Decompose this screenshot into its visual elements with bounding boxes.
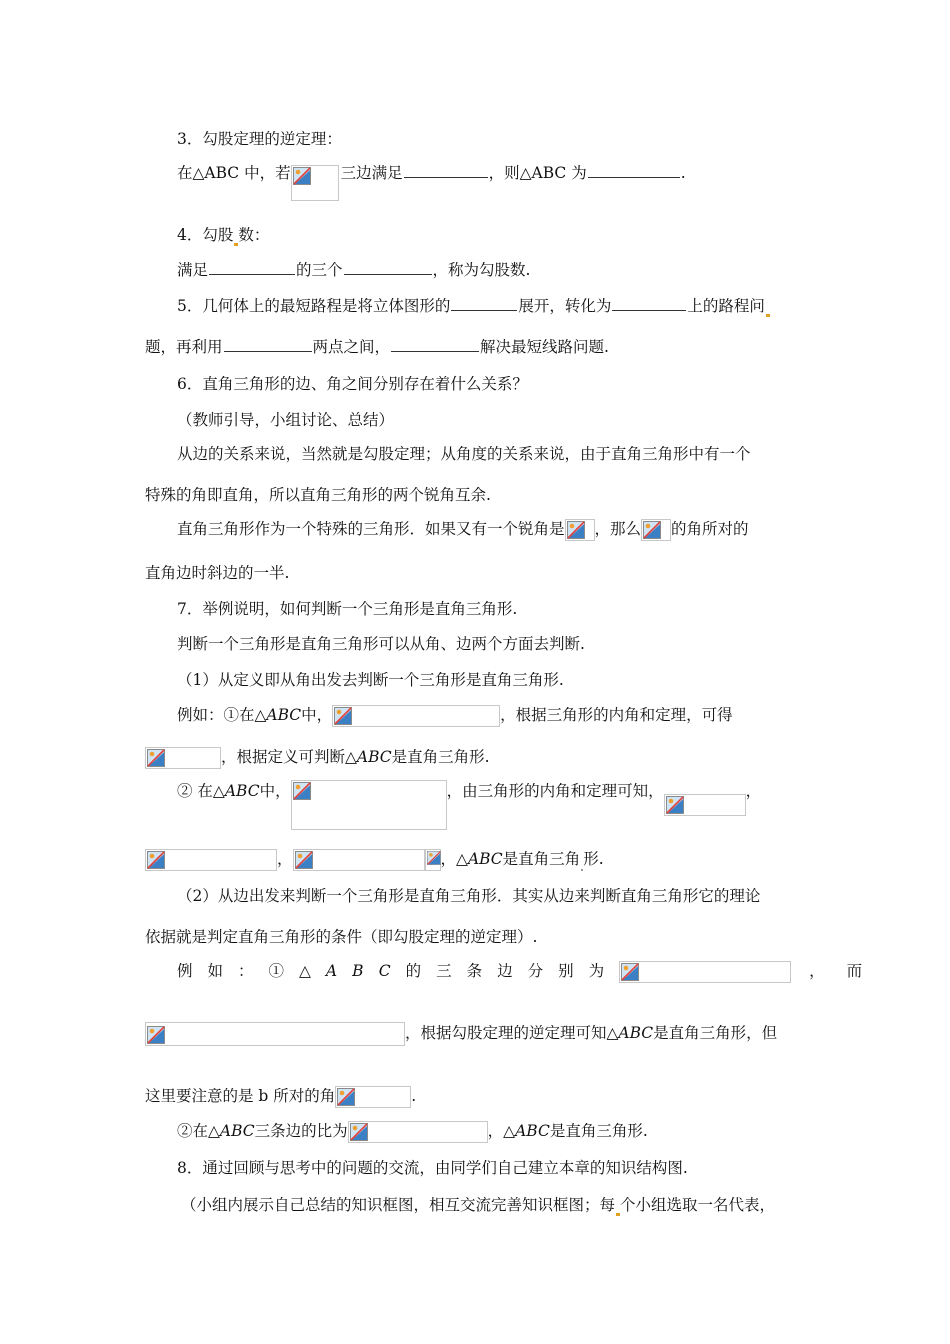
- image-placeholder-icon: [619, 961, 791, 983]
- q6-note: （教师引导，小组讨论、总结）: [177, 411, 395, 429]
- image-placeholder-icon: [664, 794, 746, 816]
- q3-line: 在△ABC 中，若 三边满足 ，则△ABC 为 .: [177, 162, 686, 201]
- image-placeholder-icon: [565, 519, 595, 541]
- q7-example3a: 例如：①△ABC的三条边分别为 ，而: [177, 960, 884, 983]
- q4-title: 4．勾股 数：: [177, 226, 270, 244]
- q8-title: 8．通过回顾与思考中的问题的交流，由同学们自己建立本章的知识结构图.: [177, 1159, 688, 1177]
- q7-example3b: ，根据勾股定理的逆定理可知△ABC是直角三角形，但: [145, 1022, 777, 1046]
- q5-line1: 5．几何体上的最短路程是将立体图形的 展开，转化为 上的路程问: [177, 295, 770, 317]
- q6-para2a: 直角三角形作为一个特殊的三角形．如果又有一个锐角是 ，那么 的角所对的: [177, 518, 749, 541]
- q7-example4: ②在△ABC三条边的比为 ，△ABC是直角三角形.: [177, 1120, 648, 1143]
- image-placeholder-icon: [332, 705, 500, 727]
- image-placeholder-icon: [145, 747, 221, 769]
- q6-para1a: 从边的关系来说，当然就是勾股定理；从角度的关系来说，由于直角三角形中有一个: [177, 445, 751, 463]
- q7-example1a: 例如：①在△ABC中， ，根据三角形的内角和定理，可得: [177, 704, 733, 727]
- q7-example2a: ② 在△ABC中， ，由三角形的内角和定理可知， ，: [177, 780, 761, 830]
- q7-title: 7．举例说明，如何判断一个三角形是直角三角形.: [177, 600, 518, 618]
- image-placeholder-icon: [641, 519, 671, 541]
- image-placeholder-icon: [145, 849, 277, 871]
- image-placeholder-icon: [293, 849, 425, 871]
- q6-para1b: 特殊的角即直角，所以直角三角形的两个锐角互余.: [145, 486, 491, 504]
- q6-para2b: 直角边时斜边的一半.: [145, 564, 290, 582]
- q7-sub1: （1）从定义即从角出发去判断一个三角形是直角三角形.: [177, 671, 564, 689]
- image-placeholder-icon: [425, 849, 441, 871]
- q7-example2b: ， ，△ABC是直角三角 形.: [145, 848, 604, 871]
- image-placeholder-icon: [291, 780, 447, 830]
- image-placeholder-icon: [291, 165, 339, 201]
- q6-title: 6．直角三角形的边、角之间分别存在着什么关系？: [177, 375, 528, 393]
- q8-note: （小组内展示自己总结的知识框图，相互交流完善知识框图；每 个小组选取一名代表，: [181, 1196, 776, 1214]
- q7-sub2a: （2）从边出发来判断一个三角形是直角三角形．其实从边来判断直角三角形它的理论: [177, 887, 761, 905]
- image-placeholder-icon: [335, 1086, 411, 1108]
- image-placeholder-icon: [348, 1121, 488, 1143]
- q7-para1: 判断一个三角形是直角三角形可以从角、边两个方面去判断.: [177, 635, 585, 653]
- q7-example1b: ，根据定义可判断△ABC是直角三角形.: [145, 746, 490, 769]
- q7-sub2b: 依据就是判定直角三角形的条件（即勾股定理的逆定理）.: [145, 928, 538, 946]
- q5-line2: 题，再利用 两点之间， 解决最短线路问题.: [145, 338, 609, 356]
- q4-line: 满足 的三个 ，称为勾股数.: [177, 261, 531, 279]
- q7-example3c: 这里要注意的是 b 所对的角 .: [145, 1085, 416, 1108]
- q3-title: 3．勾股定理的逆定理：: [177, 130, 342, 148]
- image-placeholder-icon: [145, 1022, 405, 1046]
